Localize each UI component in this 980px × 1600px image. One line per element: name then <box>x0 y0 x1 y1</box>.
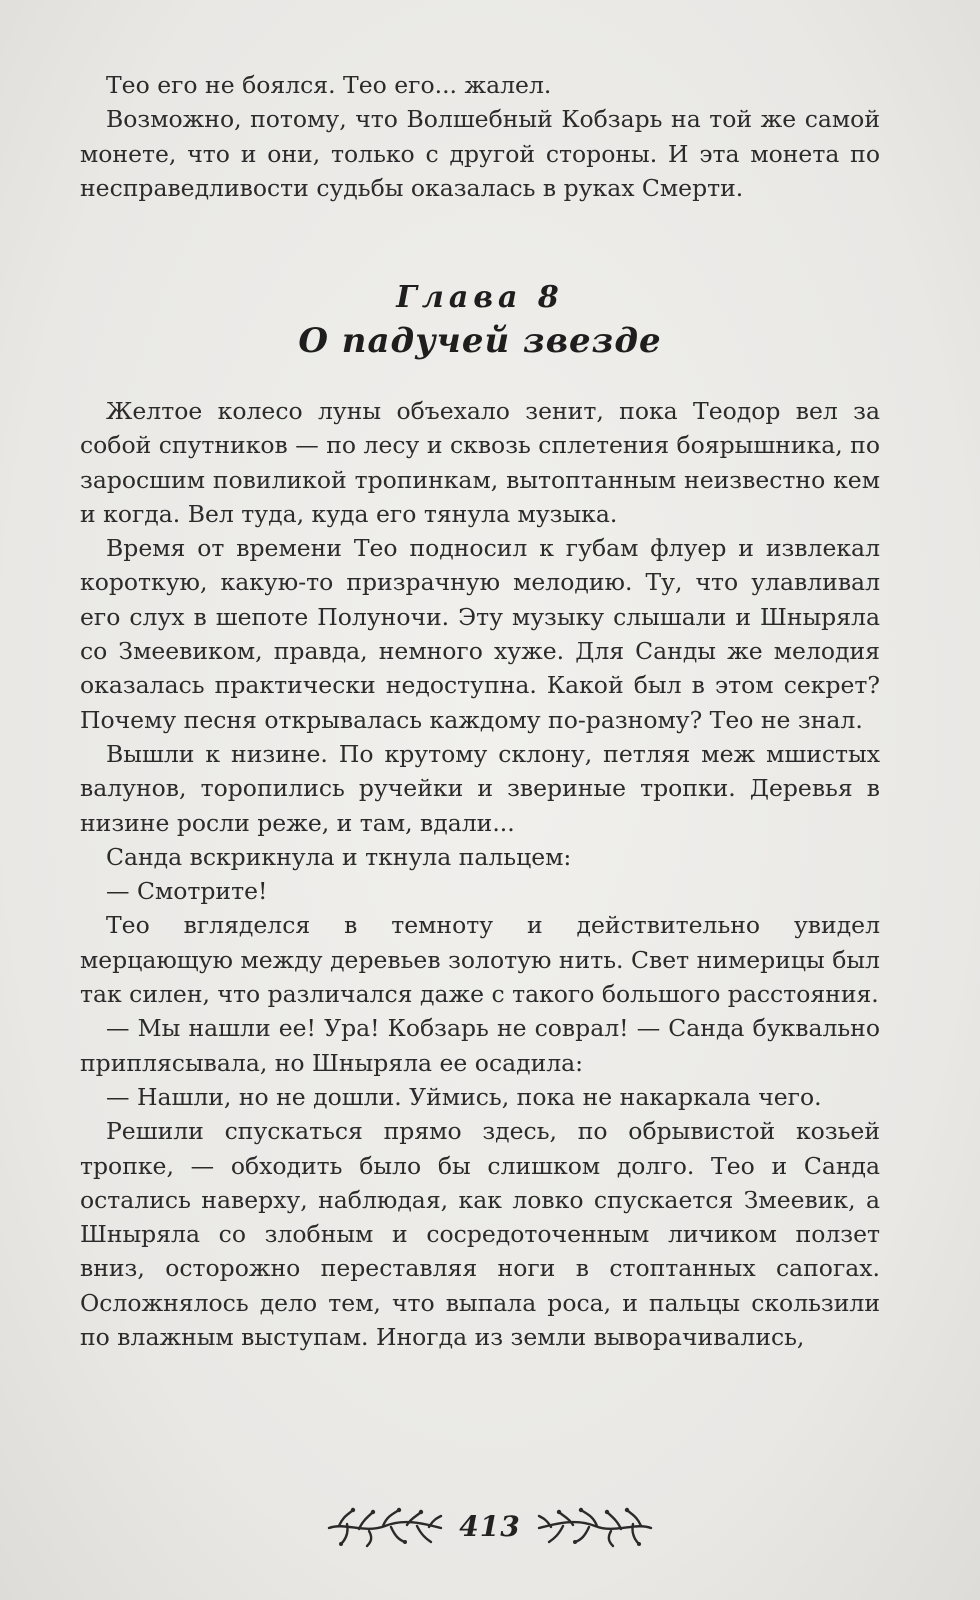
chapter-heading <box>80 278 880 364</box>
chapter-body <box>80 394 880 1354</box>
intro-text <box>80 68 880 205</box>
chapter-title: О падучей звезде <box>298 321 662 361</box>
paragraph: — Мы нашли ее! Ура! Кобзарь не соврал! — Санда буквально приплясывала, но Шныряла ее осадила: <box>80 1014 880 1077</box>
paragraph: Тео вгляделся в темноту и действительно увидел мерцающую между деревьев золотую нить. Свет нимерицы был так силен, что различался даже с такого большого расстояния. <box>80 911 880 1009</box>
paragraph: Время от времени Тео подносил к губам флуер и извлекал короткую, какую-то призрачную мелодию. Ту, что улавливал его слух в шепоте Полуночи. Эту музыку слышали и Шныряла со Змеевиком, правда, немного хуже. Для Санды же мелодия оказалась практически недоступна. Какой был в этом секрет? Почему песня открывалась каждому по-разному? Тео не знал. <box>80 534 880 734</box>
paragraph: — Нашли, но не дошли. Уймись, пока не накаркала чего. <box>106 1082 822 1111</box>
branch-ornament-icon <box>535 1504 655 1548</box>
paragraph: Вышли к низине. По крутому склону, петляя меж мшистых валунов, торопились ручейки и звериные тропки. Деревья в низине росли реже, и там, вдали... <box>80 739 880 837</box>
paragraph: — Смотрите! <box>106 877 268 906</box>
paragraph: Решили спускаться прямо здесь, по обрывистой козьей тропке, — обходить было бы слишком долго. Тео и Санда остались наверху, наблюдая, как ловко спускается Змеевик, а Шныряла со злобным и сосредоточенным личиком ползет вниз, осторожно переставляя ноги в стоптанных сапогах. Осложнялось дело тем, что выпала роса, и пальцы скользили по влажным выступам. Иногда из земли выворачивались, <box>80 1117 880 1352</box>
paragraph: Желтое колесо луны объехало зенит, пока Теодор вел за собой спутников — по лесу и сквозь сплетения боярышника, по заросшим повиликой тропинкам, вытоптанным неизвестно кем и когда. Вел туда, куда его тянула музыка. <box>80 397 880 528</box>
page-number: 413 <box>459 1509 521 1543</box>
paragraph: Тео его не боялся. Тео его... жалел. <box>106 71 552 99</box>
paragraph: Возможно, потому, что Волшебный Кобзарь на той же самой монете, что и они, только с другой стороны. И эта монета по несправедливости судьбы оказалась в руках Смерти. <box>80 105 880 202</box>
page-footer <box>0 1496 980 1556</box>
chapter-number: Глава 8 <box>396 280 564 315</box>
branch-ornament-icon <box>325 1504 445 1548</box>
paragraph: Санда вскрикнула и ткнула пальцем: <box>106 842 572 871</box>
